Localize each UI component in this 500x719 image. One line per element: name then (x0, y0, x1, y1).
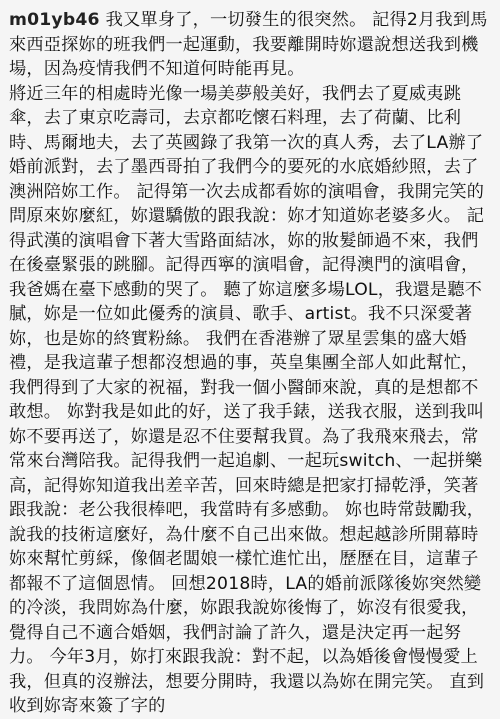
caption-text (9, 8, 491, 719)
caption-body: 我又單身了，一切發生的很突然。 記得2月我到馬來西亞探妳的班我們一起運動，我要離開時妳還說想送我到機場，因為疫情我們不知道何時能再見。 將近三年的相處時光像一場美夢般美好，我們去了夏威夷跳傘，去了東京吃壽司，去京都吃懷石料理，去了荷蘭、比利時、馬爾地夫，去了英國錄了我第一次的真人秀，去了LA辦了婚前派對，去了墨西哥拍了我們今的要死的水底婚紗照，去了澳洲陪妳工作。 記得第一次去成都看妳的演唱會，我開完笑的問原來妳麼紅，妳還驕傲的跟我說：妳才知道妳老婆多火。 記得武漢的演唱會下著大雪路面結冰，妳的妝髮師過不來，我們在後臺緊張的跳腳。記得西寧的演唱會，記得澳門的演唱會，我爸媽在臺下感動的哭了。 聽了妳這麼多場LOL，我還是聽不膩，妳是一位如此優秀的演員、歌手、artist。我不只深愛著妳，也是妳的終實粉絲。 我們在香港辦了眾星雲集的盛大婚禮，是我這輩子想都沒想過的事，英皇集團全部人如此幫忙，我們得到了大家的祝福，對我一個小醫師來說，真的是想都不敢想。 妳對我是如此的好，送了我手錶，送我衣服，送到我叫妳不要再送了，妳還是忍不住要幫我買。為了我飛來飛去，常常來台灣陪我。記得我們一起追劇、一起玩switch、一起拼樂高，記得妳知道我出差辛苦，回來時總是把家打掃乾淨，笑著跟我說：老公我很棒吧，我當時有多感動。 妳也時常鼓勵我，說我的技術這麼好，為什麼不自己出來做。想起越診所開幕時妳來幫忙剪綵，像個老闆娘一樣忙進忙出，歷歷在目，這輩子都報不了這個恩情。 回想2018時，LA的婚前派隊後妳突然變的冷淡，我問妳為什麼，妳跟我說妳後悔了，妳沒有很愛我，覺得自己不適合婚姻，我們討論了許久，還是決定再一起努力。 今年3月，妳打來跟我說：對不起，以為婚後會慢慢愛上我，但真的沒辦法，想要分開時，我還以為妳在開完笑。 直到收到妳寄來簽了字的 (9, 10, 488, 716)
username[interactable]: m01yb46 (9, 10, 100, 30)
